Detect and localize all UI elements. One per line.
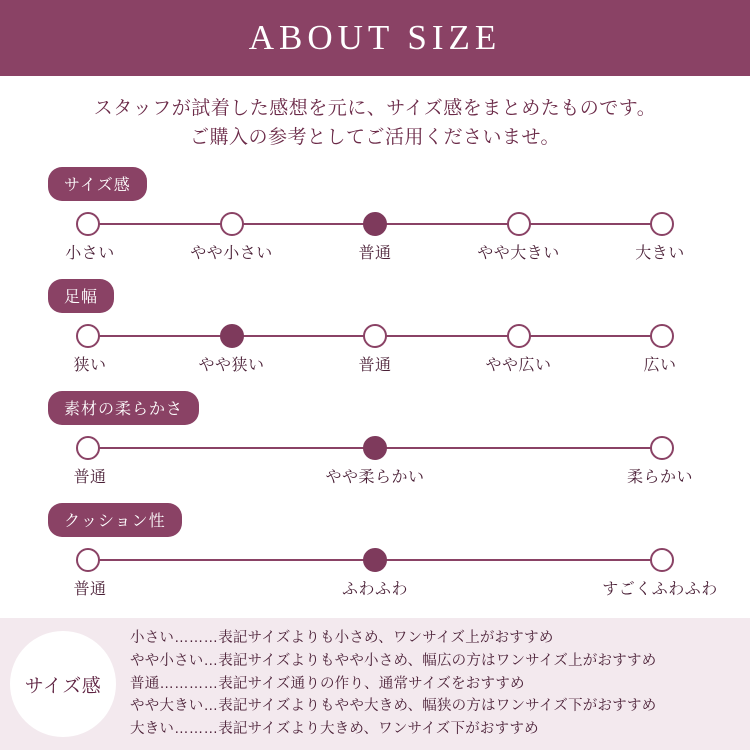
- scale-track: [0, 207, 750, 263]
- scale-track: [0, 319, 750, 375]
- scale-node-label: 普通: [73, 580, 107, 598]
- scale-track: [0, 431, 750, 487]
- page-title: ABOUT SIZE: [248, 18, 502, 57]
- scale-node-label: 普通: [358, 356, 392, 374]
- scale-tag: サイズ感: [48, 167, 147, 201]
- scale-node-label: 小さい: [65, 244, 115, 262]
- scale-node[interactable]: [650, 212, 674, 236]
- lead-line-1: スタッフが試着した感想を元に、サイズ感をまとめたものです。: [93, 98, 657, 119]
- scale-node-label: 普通: [73, 468, 107, 486]
- scale-tag: クッション性: [48, 503, 182, 537]
- scale-tag: 足幅: [48, 279, 114, 313]
- scale-tag: 素材の柔らかさ: [48, 391, 199, 425]
- footer-legend-line: やや小さい…表記サイズよりもやや小さめ、幅広の方はワンサイズ上がおすすめ: [130, 652, 657, 669]
- scale-node-label: やや柔らかい: [325, 468, 425, 486]
- scale-node[interactable]: [76, 324, 100, 348]
- footer-legend-line: やや大きい…表記サイズよりもやや大きめ、幅狭の方はワンサイズ下がおすすめ: [130, 698, 657, 715]
- footer-legend-line: 大きい………表記サイズより大きめ、ワンサイズ下がおすすめ: [130, 721, 539, 738]
- scale-block: [0, 503, 750, 599]
- scale-block: [0, 279, 750, 375]
- scale-list: [0, 167, 750, 599]
- scale-node[interactable]: [507, 212, 531, 236]
- footer-legend-line: 小さい………表記サイズよりも小さめ、ワンサイズ上がおすすめ: [130, 629, 554, 646]
- scale-node-label: やや小さい: [190, 244, 273, 262]
- scale-node-label: 普通: [358, 244, 392, 262]
- scale-node-label: 柔らかい: [626, 468, 694, 486]
- header-banner: [0, 0, 750, 76]
- scale-node[interactable]: [76, 548, 100, 572]
- footer-legend: [0, 618, 750, 750]
- scale-node-label: やや広い: [485, 356, 552, 374]
- scale-node-label: 狭い: [73, 356, 107, 374]
- scale-node-label: やや狭い: [198, 356, 265, 374]
- scale-node[interactable]: [650, 436, 674, 460]
- footer-legend-line: 普通…………表記サイズ通りの作り、通常サイズをおすすめ: [130, 675, 525, 692]
- scale-node[interactable]: [650, 548, 674, 572]
- scale-node[interactable]: [650, 324, 674, 348]
- scale-node[interactable]: [363, 324, 387, 348]
- scale-node-label: やや大きい: [477, 244, 560, 262]
- lead-text: [0, 94, 750, 153]
- footer-badge: サイズ感: [10, 631, 116, 737]
- scale-node[interactable]: [76, 436, 100, 460]
- scale-node-label: すごくふわふわ: [602, 580, 718, 598]
- scale-node[interactable]: [220, 212, 244, 236]
- scale-node-selected[interactable]: [363, 212, 387, 236]
- scale-node[interactable]: [76, 212, 100, 236]
- scale-node-selected[interactable]: [363, 436, 387, 460]
- scale-node[interactable]: [507, 324, 531, 348]
- scale-track: [0, 543, 750, 599]
- scale-block: [0, 167, 750, 263]
- scale-node-selected[interactable]: [363, 548, 387, 572]
- scale-node-label: ふわふわ: [341, 580, 409, 598]
- footer-legend-lines: [130, 627, 656, 742]
- scale-node-selected[interactable]: [220, 324, 244, 348]
- scale-block: [0, 391, 750, 487]
- scale-node-label: 広い: [643, 356, 677, 374]
- scale-node-label: 大きい: [635, 244, 685, 262]
- lead-line-2: ご購入の参考としてご活用くださいませ。: [190, 127, 560, 149]
